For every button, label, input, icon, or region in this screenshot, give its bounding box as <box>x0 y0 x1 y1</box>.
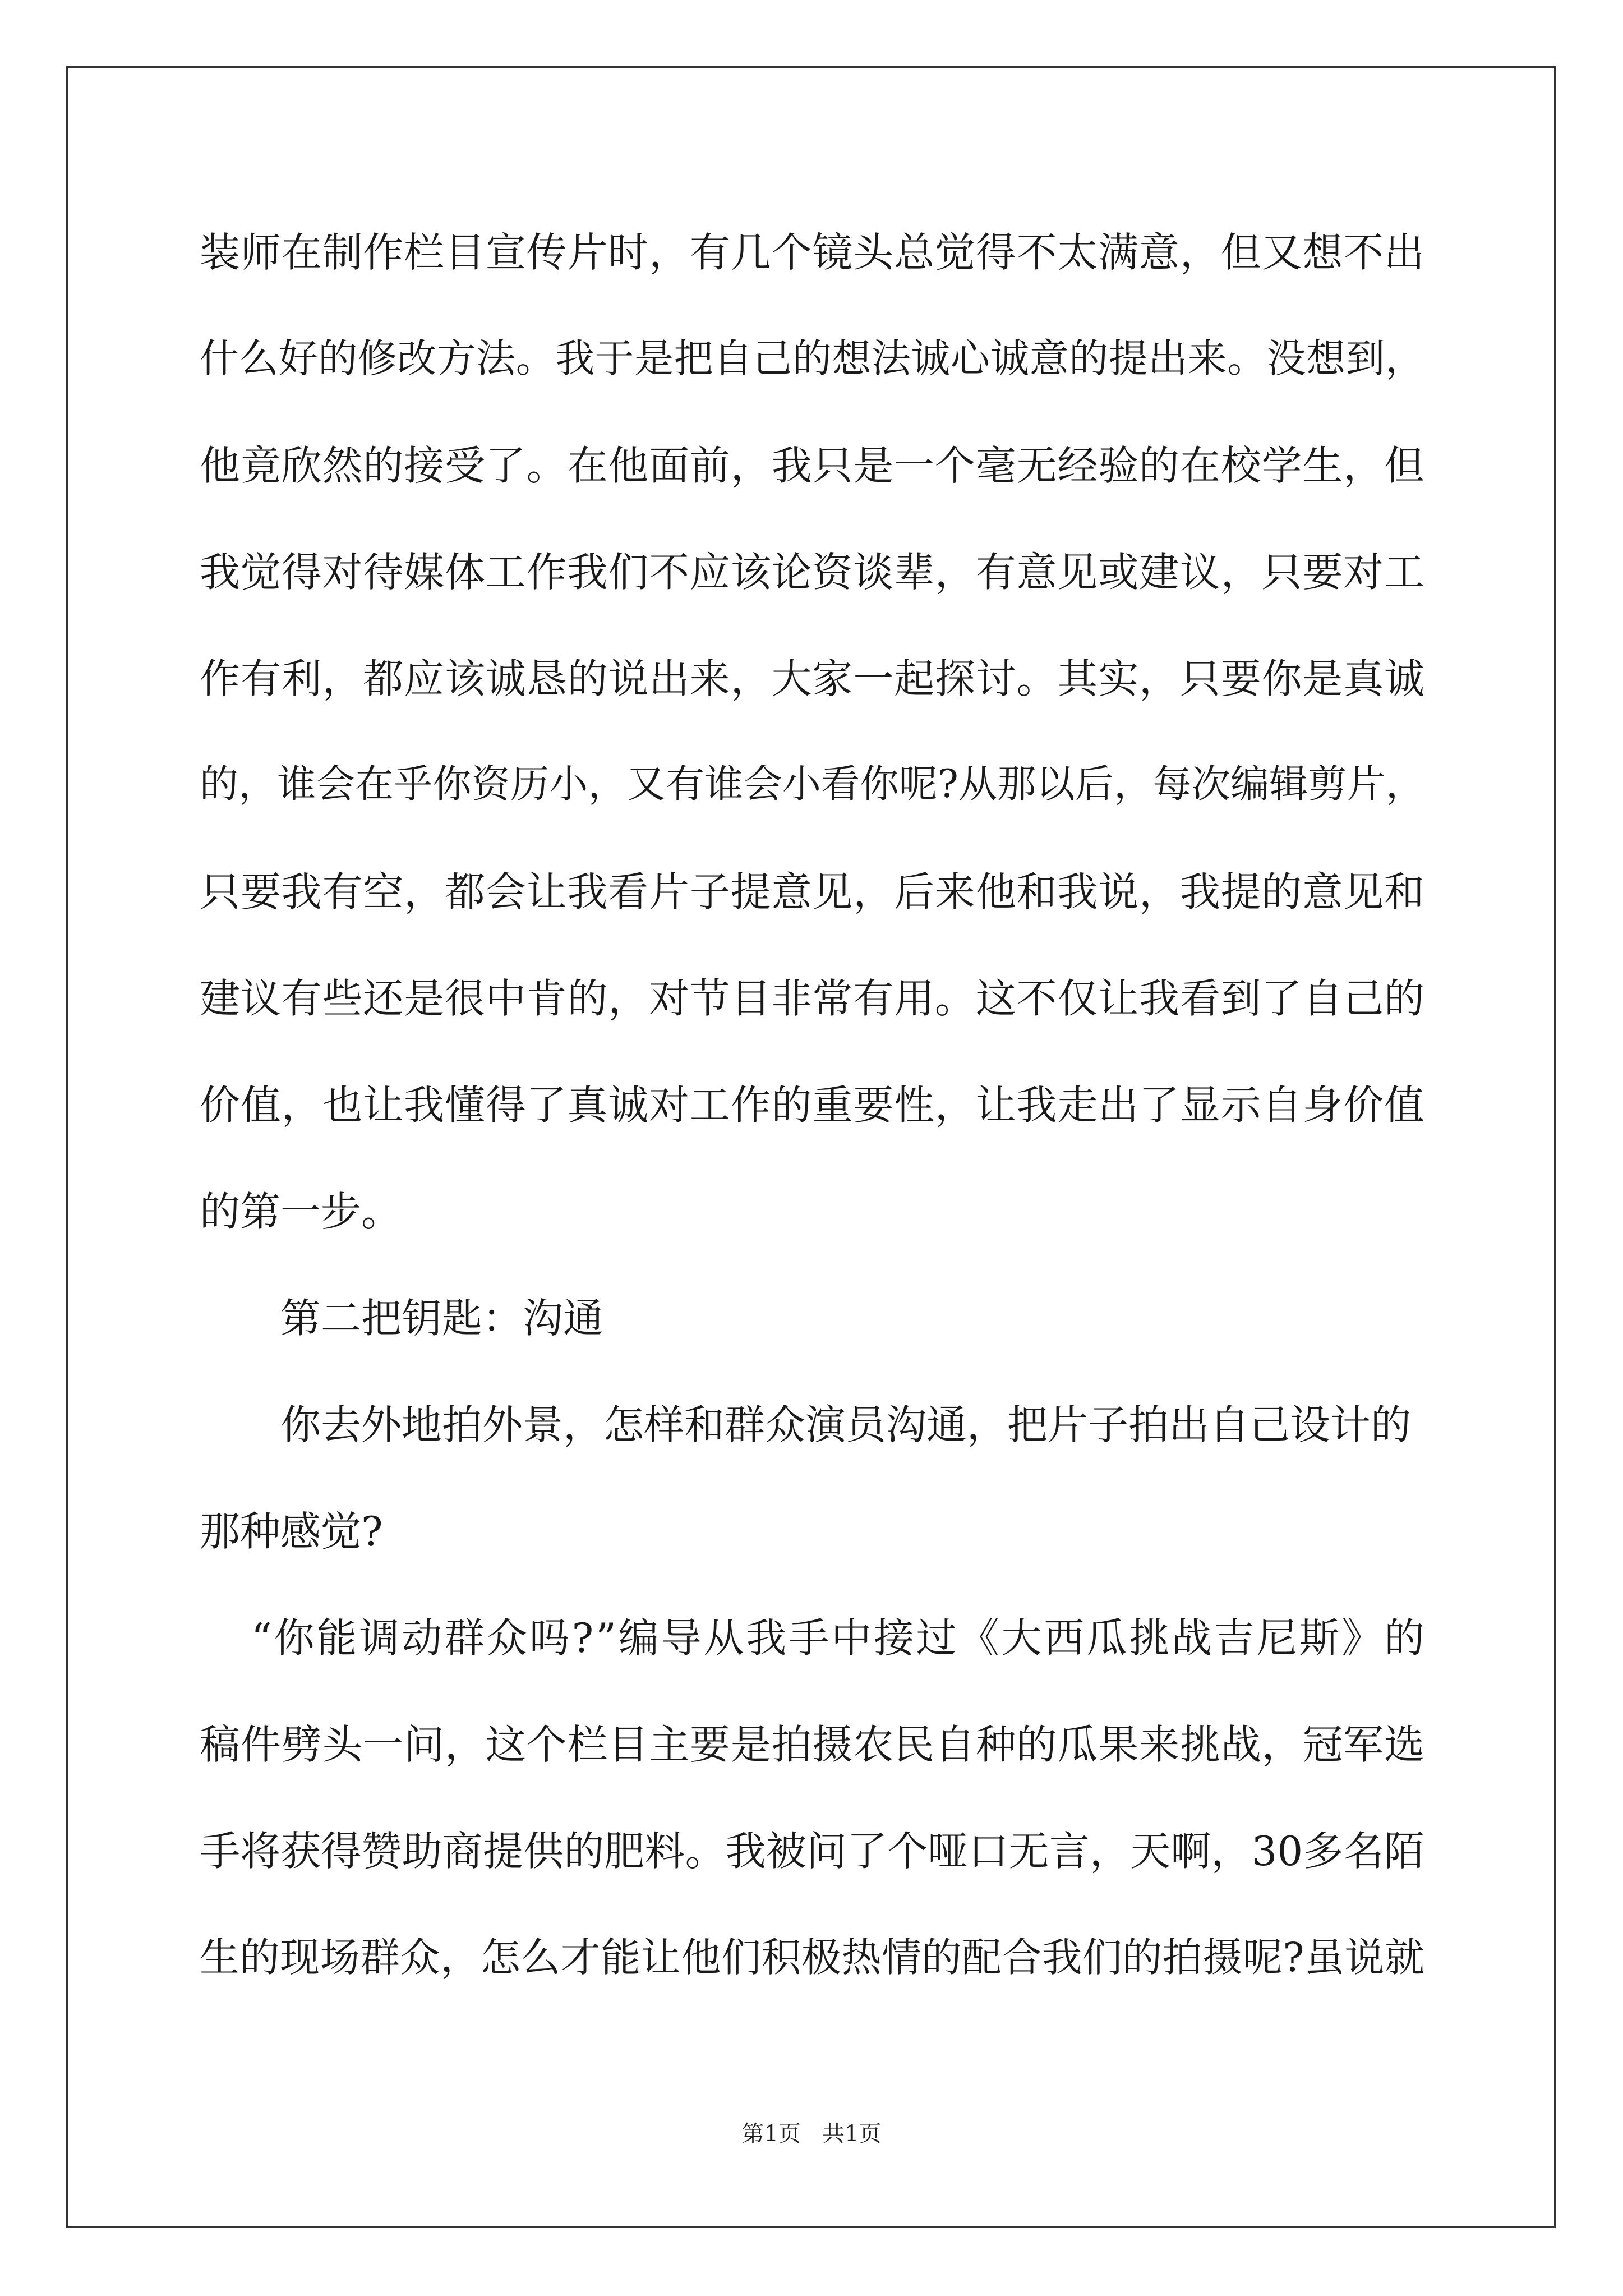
text-line: 你去外地拍外景，怎样和群众演员沟通，把片子拍出自己设计的 <box>280 1401 1412 1448</box>
page-footer: 第1页 共1页 <box>741 2121 882 2147</box>
text-line: 建议有些还是很中肯的，对节目非常有用。这不仅让我看到了自己的 <box>200 975 1425 1022</box>
text-line: 稿件劈头一问，这个栏目主要是拍摄农民自种的瓜果来挑战，冠军选 <box>200 1721 1425 1768</box>
page-border <box>66 66 1556 2228</box>
text-line: 的第一步。 <box>200 1188 402 1235</box>
text-line: 什么好的修改方法。我于是把自己的想法诚心诚意的提出来。没想到， <box>200 335 1425 381</box>
text-line: 他竟欣然的接受了。在他面前，我只是一个毫无经验的在校学生，但 <box>200 442 1425 489</box>
text-line: 那种感觉? <box>200 1508 383 1555</box>
text-line: “你能调动群众吗?”编导从我手中接过《大西瓜挑战吉尼斯》的 <box>251 1614 1427 1662</box>
text-line: 我觉得对待媒体工作我们不应该论资谈辈，有意见或建议，只要对工 <box>200 549 1425 596</box>
section-heading: 第二把钥匙：沟通 <box>280 1295 604 1342</box>
text-line: 作有利，都应该诚恳的说出来，大家一起探讨。其实，只要你是真诚 <box>200 655 1425 702</box>
text-line: 生的现场群众，怎么才能让他们积极热情的配合我们的拍摄呢?虽说就 <box>200 1934 1425 1981</box>
text-line: 价值，也让我懂得了真诚对工作的重要性，让我走出了显示自身价值 <box>200 1082 1425 1129</box>
text-line: 只要我有空，都会让我看片子提意见，后来他和我说，我提的意见和 <box>200 868 1425 915</box>
text-line: 手将获得赞助商提供的肥料。我被问了个哑口无言，天啊，30多名陌 <box>200 1828 1424 1875</box>
text-line: 装师在制作栏目宣传片时，有几个镜头总觉得不太满意，但又想不出 <box>200 229 1425 276</box>
text-line: 的，谁会在乎你资历小，又有谁会小看你呢?从那以后，每次编辑剪片， <box>200 762 1425 807</box>
